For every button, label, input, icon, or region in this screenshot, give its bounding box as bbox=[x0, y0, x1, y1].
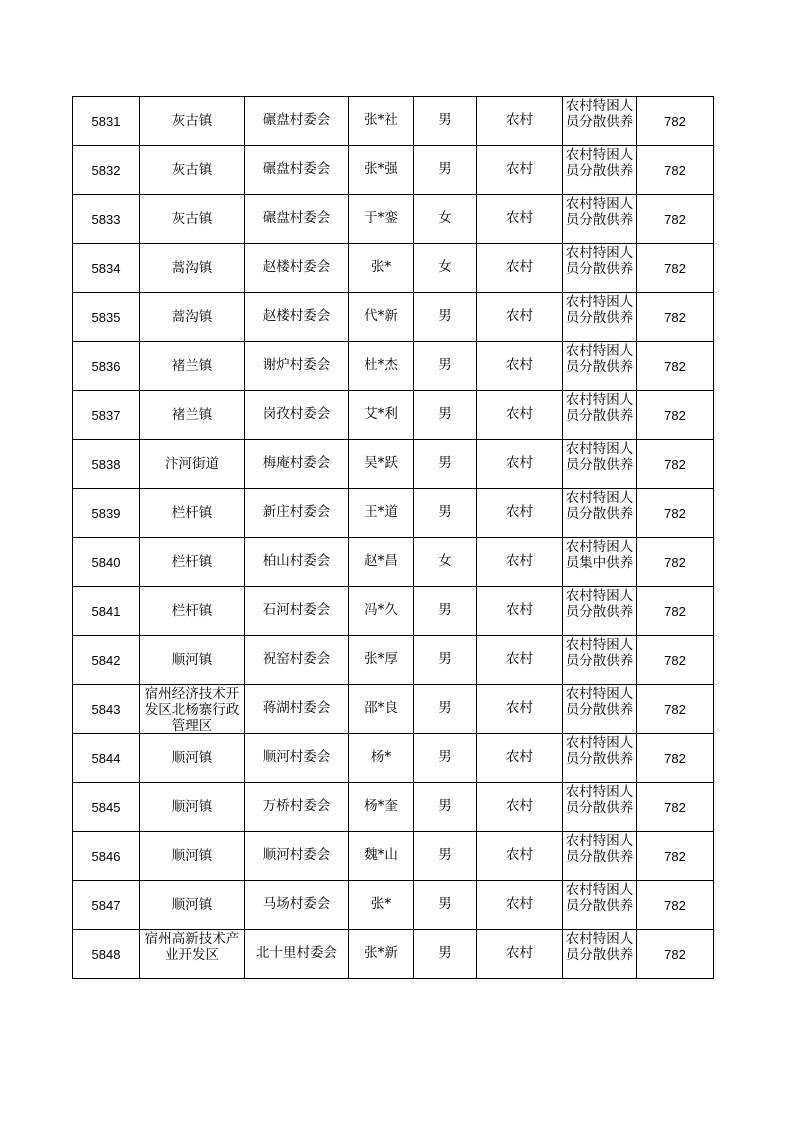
village-committee-cell: 碾盘村委会 bbox=[245, 97, 349, 146]
support-type-text: 农村特困人员分散供养 bbox=[565, 195, 634, 228]
person-name-cell: 邵*良 bbox=[349, 685, 414, 734]
support-type-cell bbox=[563, 195, 637, 244]
village-committee-cell: 北十里村委会 bbox=[245, 930, 349, 979]
amount-cell: 782 bbox=[637, 636, 714, 685]
table-row bbox=[73, 636, 714, 685]
town-text: 顺河镇 bbox=[171, 652, 213, 668]
serial-number-cell: 5841 bbox=[73, 587, 140, 636]
serial-number-cell: 5846 bbox=[73, 832, 140, 881]
village-committee-cell: 谢炉村委会 bbox=[245, 342, 349, 391]
town-cell bbox=[140, 930, 245, 979]
table-row bbox=[73, 587, 714, 636]
amount-cell: 782 bbox=[637, 832, 714, 881]
town-cell bbox=[140, 97, 245, 146]
person-name-cell: 赵*昌 bbox=[349, 538, 414, 587]
serial-number-cell: 5840 bbox=[73, 538, 140, 587]
support-type-text: 农村特困人员分散供养 bbox=[565, 930, 634, 963]
table-row bbox=[73, 734, 714, 783]
person-name-cell: 张* bbox=[349, 244, 414, 293]
town-text: 顺河镇 bbox=[171, 799, 213, 815]
gender-cell: 男 bbox=[414, 783, 477, 832]
village-committee-cell: 石河村委会 bbox=[245, 587, 349, 636]
records-table bbox=[72, 96, 714, 979]
town-text: 栏杆镇 bbox=[171, 554, 213, 570]
area-type-cell: 农村 bbox=[477, 489, 563, 538]
support-type-text: 农村特困人员分散供养 bbox=[565, 881, 634, 914]
village-committee-cell: 岗孜村委会 bbox=[245, 391, 349, 440]
person-name-cell: 魏*山 bbox=[349, 832, 414, 881]
person-name-cell: 冯*久 bbox=[349, 587, 414, 636]
town-cell bbox=[140, 342, 245, 391]
support-type-text: 农村特困人员分散供养 bbox=[565, 636, 634, 669]
town-cell bbox=[140, 881, 245, 930]
town-cell bbox=[140, 685, 245, 734]
town-text: 栏杆镇 bbox=[171, 603, 213, 619]
support-type-cell bbox=[563, 489, 637, 538]
village-committee-cell: 万桥村委会 bbox=[245, 783, 349, 832]
town-text: 灰古镇 bbox=[171, 113, 213, 129]
area-type-cell: 农村 bbox=[477, 930, 563, 979]
support-type-text: 农村特困人员分散供养 bbox=[565, 342, 634, 375]
serial-number-cell: 5845 bbox=[73, 783, 140, 832]
table-row bbox=[73, 489, 714, 538]
serial-number-cell: 5847 bbox=[73, 881, 140, 930]
gender-cell: 男 bbox=[414, 342, 477, 391]
support-type-cell bbox=[563, 685, 637, 734]
amount-cell: 782 bbox=[637, 783, 714, 832]
town-cell bbox=[140, 538, 245, 587]
town-cell bbox=[140, 489, 245, 538]
support-type-cell bbox=[563, 636, 637, 685]
town-text: 顺河镇 bbox=[171, 897, 213, 913]
person-name-cell: 杨* bbox=[349, 734, 414, 783]
town-cell bbox=[140, 195, 245, 244]
support-type-cell bbox=[563, 97, 637, 146]
town-text: 褚兰镇 bbox=[171, 358, 213, 374]
town-cell bbox=[140, 293, 245, 342]
town-cell bbox=[140, 832, 245, 881]
town-cell bbox=[140, 587, 245, 636]
support-type-text: 农村特困人员分散供养 bbox=[565, 489, 634, 522]
support-type-cell bbox=[563, 734, 637, 783]
gender-cell: 女 bbox=[414, 244, 477, 293]
amount-cell: 782 bbox=[637, 97, 714, 146]
gender-cell: 男 bbox=[414, 293, 477, 342]
table-row bbox=[73, 342, 714, 391]
serial-number-cell: 5836 bbox=[73, 342, 140, 391]
table-row bbox=[73, 832, 714, 881]
support-type-cell bbox=[563, 391, 637, 440]
person-name-cell: 张* bbox=[349, 881, 414, 930]
area-type-cell: 农村 bbox=[477, 195, 563, 244]
town-cell bbox=[140, 146, 245, 195]
person-name-cell: 吴*跃 bbox=[349, 440, 414, 489]
town-cell bbox=[140, 734, 245, 783]
area-type-cell: 农村 bbox=[477, 244, 563, 293]
person-name-cell: 王*道 bbox=[349, 489, 414, 538]
support-type-cell bbox=[563, 930, 637, 979]
support-type-cell bbox=[563, 440, 637, 489]
person-name-cell: 于*銮 bbox=[349, 195, 414, 244]
table-row bbox=[73, 783, 714, 832]
village-committee-cell: 顺河村委会 bbox=[245, 832, 349, 881]
village-committee-cell: 碾盘村委会 bbox=[245, 146, 349, 195]
serial-number-cell: 5835 bbox=[73, 293, 140, 342]
support-type-text: 农村特困人员集中供养 bbox=[565, 538, 634, 571]
table-row bbox=[73, 685, 714, 734]
support-type-cell bbox=[563, 587, 637, 636]
town-text: 蒿沟镇 bbox=[171, 309, 213, 325]
town-text: 顺河镇 bbox=[171, 750, 213, 766]
support-type-text: 农村特困人员分散供养 bbox=[565, 685, 634, 718]
gender-cell: 男 bbox=[414, 391, 477, 440]
amount-cell: 782 bbox=[637, 881, 714, 930]
gender-cell: 女 bbox=[414, 538, 477, 587]
gender-cell: 男 bbox=[414, 97, 477, 146]
area-type-cell: 农村 bbox=[477, 440, 563, 489]
gender-cell: 男 bbox=[414, 440, 477, 489]
area-type-cell: 农村 bbox=[477, 342, 563, 391]
amount-cell: 782 bbox=[637, 244, 714, 293]
table-row bbox=[73, 146, 714, 195]
serial-number-cell: 5833 bbox=[73, 195, 140, 244]
amount-cell: 782 bbox=[637, 293, 714, 342]
area-type-cell: 农村 bbox=[477, 685, 563, 734]
town-cell bbox=[140, 440, 245, 489]
table-row bbox=[73, 440, 714, 489]
gender-cell: 男 bbox=[414, 832, 477, 881]
support-type-cell bbox=[563, 244, 637, 293]
gender-cell: 男 bbox=[414, 881, 477, 930]
area-type-cell: 农村 bbox=[477, 881, 563, 930]
support-type-text: 农村特困人员分散供养 bbox=[565, 587, 634, 620]
village-committee-cell: 马场村委会 bbox=[245, 881, 349, 930]
support-type-text: 农村特困人员分散供养 bbox=[565, 293, 634, 326]
support-type-text: 农村特困人员分散供养 bbox=[565, 146, 634, 179]
table-body bbox=[73, 97, 714, 979]
support-type-text: 农村特困人员分散供养 bbox=[565, 391, 634, 424]
support-type-cell bbox=[563, 146, 637, 195]
amount-cell: 782 bbox=[637, 342, 714, 391]
support-type-cell bbox=[563, 293, 637, 342]
person-name-cell: 张*厚 bbox=[349, 636, 414, 685]
table-row bbox=[73, 293, 714, 342]
village-committee-cell: 柏山村委会 bbox=[245, 538, 349, 587]
town-text: 宿州高新技术产业开发区 bbox=[144, 930, 240, 963]
area-type-cell: 农村 bbox=[477, 97, 563, 146]
gender-cell: 男 bbox=[414, 587, 477, 636]
table-row bbox=[73, 195, 714, 244]
area-type-cell: 农村 bbox=[477, 146, 563, 195]
town-text: 褚兰镇 bbox=[171, 407, 213, 423]
support-type-text: 农村特困人员分散供养 bbox=[565, 734, 634, 767]
village-committee-cell: 蒋湖村委会 bbox=[245, 685, 349, 734]
amount-cell: 782 bbox=[637, 587, 714, 636]
amount-cell: 782 bbox=[637, 734, 714, 783]
serial-number-cell: 5844 bbox=[73, 734, 140, 783]
support-type-cell bbox=[563, 783, 637, 832]
amount-cell: 782 bbox=[637, 930, 714, 979]
amount-cell: 782 bbox=[637, 391, 714, 440]
table-row bbox=[73, 881, 714, 930]
serial-number-cell: 5834 bbox=[73, 244, 140, 293]
town-text: 宿州经济技术开发区北杨寨行政管理区 bbox=[144, 685, 240, 733]
serial-number-cell: 5848 bbox=[73, 930, 140, 979]
gender-cell: 女 bbox=[414, 195, 477, 244]
area-type-cell: 农村 bbox=[477, 391, 563, 440]
gender-cell: 男 bbox=[414, 734, 477, 783]
serial-number-cell: 5837 bbox=[73, 391, 140, 440]
support-type-text: 农村特困人员分散供养 bbox=[565, 783, 634, 816]
serial-number-cell: 5838 bbox=[73, 440, 140, 489]
town-cell bbox=[140, 636, 245, 685]
table-row bbox=[73, 538, 714, 587]
support-type-text: 农村特困人员分散供养 bbox=[565, 832, 634, 865]
village-committee-cell: 祝窑村委会 bbox=[245, 636, 349, 685]
amount-cell: 782 bbox=[637, 146, 714, 195]
town-text: 栏杆镇 bbox=[171, 505, 213, 521]
village-committee-cell: 顺河村委会 bbox=[245, 734, 349, 783]
amount-cell: 782 bbox=[637, 440, 714, 489]
person-name-cell: 艾*利 bbox=[349, 391, 414, 440]
serial-number-cell: 5843 bbox=[73, 685, 140, 734]
area-type-cell: 农村 bbox=[477, 636, 563, 685]
support-type-cell bbox=[563, 342, 637, 391]
serial-number-cell: 5831 bbox=[73, 97, 140, 146]
gender-cell: 男 bbox=[414, 930, 477, 979]
serial-number-cell: 5832 bbox=[73, 146, 140, 195]
serial-number-cell: 5842 bbox=[73, 636, 140, 685]
town-text: 灰古镇 bbox=[171, 162, 213, 178]
amount-cell: 782 bbox=[637, 685, 714, 734]
person-name-cell: 张*强 bbox=[349, 146, 414, 195]
support-type-text: 农村特困人员分散供养 bbox=[565, 97, 634, 130]
area-type-cell: 农村 bbox=[477, 734, 563, 783]
village-committee-cell: 梅庵村委会 bbox=[245, 440, 349, 489]
amount-cell: 782 bbox=[637, 538, 714, 587]
area-type-cell: 农村 bbox=[477, 832, 563, 881]
table-row bbox=[73, 391, 714, 440]
area-type-cell: 农村 bbox=[477, 538, 563, 587]
area-type-cell: 农村 bbox=[477, 587, 563, 636]
person-name-cell: 张*新 bbox=[349, 930, 414, 979]
serial-number-cell: 5839 bbox=[73, 489, 140, 538]
area-type-cell: 农村 bbox=[477, 293, 563, 342]
village-committee-cell: 赵楼村委会 bbox=[245, 244, 349, 293]
village-committee-cell: 新庄村委会 bbox=[245, 489, 349, 538]
town-cell bbox=[140, 391, 245, 440]
area-type-cell: 农村 bbox=[477, 783, 563, 832]
town-cell bbox=[140, 244, 245, 293]
person-name-cell: 杨*奎 bbox=[349, 783, 414, 832]
support-type-text: 农村特困人员分散供养 bbox=[565, 440, 634, 473]
gender-cell: 男 bbox=[414, 489, 477, 538]
town-text: 灰古镇 bbox=[171, 211, 213, 227]
town-text: 顺河镇 bbox=[171, 848, 213, 864]
table-row bbox=[73, 97, 714, 146]
person-name-cell: 杜*杰 bbox=[349, 342, 414, 391]
table-row bbox=[73, 930, 714, 979]
village-committee-cell: 赵楼村委会 bbox=[245, 293, 349, 342]
village-committee-cell: 碾盘村委会 bbox=[245, 195, 349, 244]
table-row bbox=[73, 244, 714, 293]
support-type-cell bbox=[563, 832, 637, 881]
gender-cell: 男 bbox=[414, 636, 477, 685]
person-name-cell: 代*新 bbox=[349, 293, 414, 342]
person-name-cell: 张*社 bbox=[349, 97, 414, 146]
town-text: 蒿沟镇 bbox=[171, 260, 213, 276]
gender-cell: 男 bbox=[414, 685, 477, 734]
amount-cell: 782 bbox=[637, 489, 714, 538]
gender-cell: 男 bbox=[414, 146, 477, 195]
support-type-cell bbox=[563, 881, 637, 930]
amount-cell: 782 bbox=[637, 195, 714, 244]
support-type-text: 农村特困人员分散供养 bbox=[565, 244, 634, 277]
town-text: 汴河街道 bbox=[165, 456, 219, 472]
town-cell bbox=[140, 783, 245, 832]
support-type-cell bbox=[563, 538, 637, 587]
